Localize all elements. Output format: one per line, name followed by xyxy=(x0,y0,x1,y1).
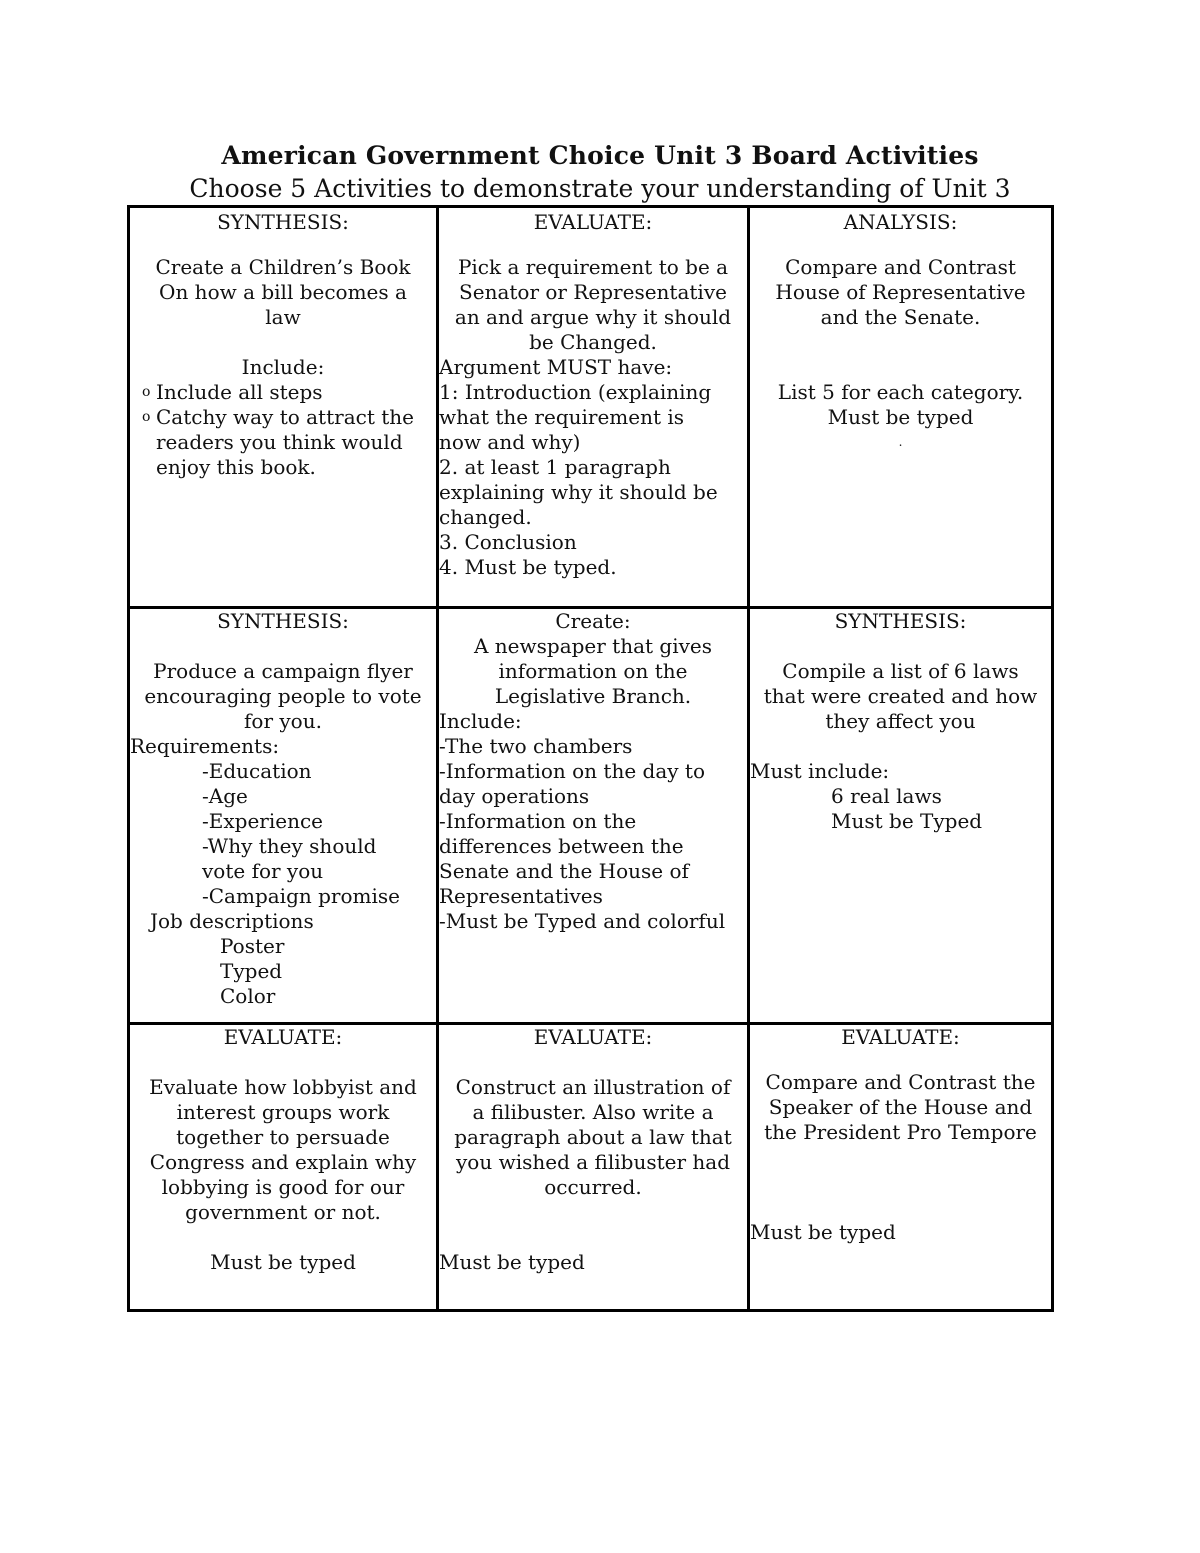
cell-text-line: Senator or Representative xyxy=(459,280,727,304)
bullet-item: o Catchy way to attract the xyxy=(142,405,414,429)
cell-text-line: Senate and the House of xyxy=(439,859,689,883)
cell-text-line: an and argue why it should xyxy=(454,305,732,329)
cell-heading: EVALUATE: xyxy=(533,1025,653,1049)
cell-text-line: Speaker of the House and xyxy=(768,1095,1033,1119)
cell-text-line: they affect you xyxy=(825,709,976,733)
cell-text-line: Legislative Branch. xyxy=(494,684,692,708)
cell-text-line: paragraph about a law that xyxy=(454,1125,732,1149)
cell-heading: SYNTHESIS: xyxy=(217,609,349,633)
cell-footer-note: Must be typed xyxy=(439,1250,585,1274)
cell-text-line: vote for you xyxy=(202,859,324,883)
cell-text-line: -Campaign promise xyxy=(202,884,400,908)
cell-heading: EVALUATE: xyxy=(841,1025,960,1049)
cell-text-line: Congress and explain why xyxy=(149,1150,417,1174)
board-cell-evaluate-requirement xyxy=(439,210,747,606)
cell-text-line: . xyxy=(898,435,903,449)
cell-text-line: Job descriptions xyxy=(150,909,314,933)
page-subtitle: Choose 5 Activities to demonstrate your understanding of Unit 3 xyxy=(189,174,1011,203)
cell-heading: ANALYSIS: xyxy=(843,210,958,234)
page-title: American Government Choice Unit 3 Board Activities xyxy=(221,141,979,170)
cell-heading: SYNTHESIS: xyxy=(834,609,967,633)
board-cell-synthesis-laws-list xyxy=(750,609,1051,1022)
cell-text-line: House of Representative xyxy=(775,280,1026,304)
cell-text-line: 6 real laws xyxy=(831,784,942,808)
cell-text-line: Color xyxy=(220,984,276,1008)
cell-heading: EVALUATE: xyxy=(223,1025,343,1049)
cell-text-line: be Changed. xyxy=(529,330,657,354)
cell-text-line: now and why) xyxy=(439,430,581,454)
cell-text-line: for you. xyxy=(244,709,322,733)
cell-text-line: Poster xyxy=(220,934,285,958)
cell-footer-note: Must be typed xyxy=(750,1220,896,1244)
cell-text-line: Argument MUST have: xyxy=(439,355,673,379)
cell-footer-note: Must be typed xyxy=(210,1250,356,1274)
cell-text-line: lobbying is good for our xyxy=(161,1175,405,1199)
cell-text-line: 4. Must be typed. xyxy=(439,555,617,579)
choice-board xyxy=(127,205,1054,1312)
cell-text-line: -The two chambers xyxy=(439,734,633,758)
cell-text-line: On how a bill becomes a xyxy=(159,280,407,304)
cell-heading: Create: xyxy=(555,609,631,633)
cell-text-line: together to persuade xyxy=(176,1125,390,1149)
cell-text-line: A newspaper that gives xyxy=(473,634,713,658)
cell-text-line: Must be Typed xyxy=(831,809,983,833)
board-cell-create-newspaper xyxy=(439,609,747,1022)
cell-text-line: occurred. xyxy=(544,1175,642,1199)
cell-text-line: -Information on the day to xyxy=(439,759,705,783)
cell-text-line: law xyxy=(265,305,301,329)
cell-text-line: -Information on the xyxy=(439,809,637,833)
board-cell-evaluate-lobbying xyxy=(130,1025,436,1309)
cell-text-line: explaining why it should be xyxy=(439,480,718,504)
cell-text-line: 2. at least 1 paragraph xyxy=(439,455,671,479)
cell-text-line: Requirements: xyxy=(130,734,280,758)
cell-text-line: the President Pro Tempore xyxy=(764,1120,1037,1144)
cell-text-line: Evaluate how lobbyist and xyxy=(149,1075,417,1099)
cell-text-line: Produce a campaign flyer xyxy=(153,659,413,683)
cell-text-line: Must include: xyxy=(750,759,890,783)
board-cell-synthesis-childrens-book xyxy=(130,210,436,606)
cell-text-line: Compare and Contrast the xyxy=(765,1070,1036,1094)
cell-text-line: Typed xyxy=(220,959,283,983)
board-cell-analysis-compare-chambers xyxy=(750,210,1051,606)
cell-heading: EVALUATE: xyxy=(533,210,653,234)
cell-text-line: Representatives xyxy=(439,884,603,908)
cell-text-line: -Education xyxy=(202,759,312,783)
cell-heading: SYNTHESIS: xyxy=(217,210,349,234)
bullet-continuation: readers you think would xyxy=(156,430,403,454)
cell-text-line: you wished a filibuster had xyxy=(456,1150,730,1174)
cell-text-line: information on the xyxy=(498,659,688,683)
cell-text-line: Compile a list of 6 laws xyxy=(782,659,1019,683)
cell-text-line: List 5 for each category. xyxy=(777,380,1024,404)
cell-text-line: Must be typed xyxy=(827,405,974,429)
cell-text-line: and the Senate. xyxy=(820,305,981,329)
cell-text-line: -Experience xyxy=(202,809,323,833)
cell-text-line: what the requirement is xyxy=(439,405,685,429)
cell-text-line: -Why they should xyxy=(202,834,377,858)
cell-text-line: 1: Introduction (explaining xyxy=(439,380,712,404)
cell-text-line: that were created and how xyxy=(763,684,1038,708)
board-cell-evaluate-speaker xyxy=(750,1025,1051,1309)
cell-text-line: Compare and Contrast xyxy=(785,255,1016,279)
cell-text-line: changed. xyxy=(439,505,532,529)
bullet-item: o Include all steps xyxy=(142,380,323,404)
cell-text-line: -Age xyxy=(202,784,248,808)
cell-text-line: government or not. xyxy=(185,1200,381,1224)
bullet-continuation: enjoy this book. xyxy=(156,455,316,479)
cell-text-line: day operations xyxy=(439,784,590,808)
cell-text-line: Include: xyxy=(439,709,522,733)
bullet-circle-icon: o xyxy=(142,384,151,400)
bullet-circle-icon: o xyxy=(142,409,151,425)
cell-text-line: interest groups work xyxy=(176,1100,390,1124)
board-cell-evaluate-filibuster xyxy=(439,1025,747,1309)
cell-text-line: -Must be Typed and colorful xyxy=(439,909,726,933)
board-cell-synthesis-campaign-flyer xyxy=(130,609,436,1022)
cell-text-line: differences between the xyxy=(439,834,684,858)
cell-text-line: Create a Children’s Book xyxy=(155,255,411,279)
cell-text-line: 3. Conclusion xyxy=(439,530,577,554)
cell-text-line: Pick a requirement to be a xyxy=(457,255,729,279)
cell-text-line: a filibuster. Also write a xyxy=(472,1100,714,1124)
cell-include-label: Include: xyxy=(241,355,325,379)
cell-text-line: Construct an illustration of xyxy=(455,1075,731,1099)
cell-text-line: encouraging people to vote xyxy=(144,684,422,708)
